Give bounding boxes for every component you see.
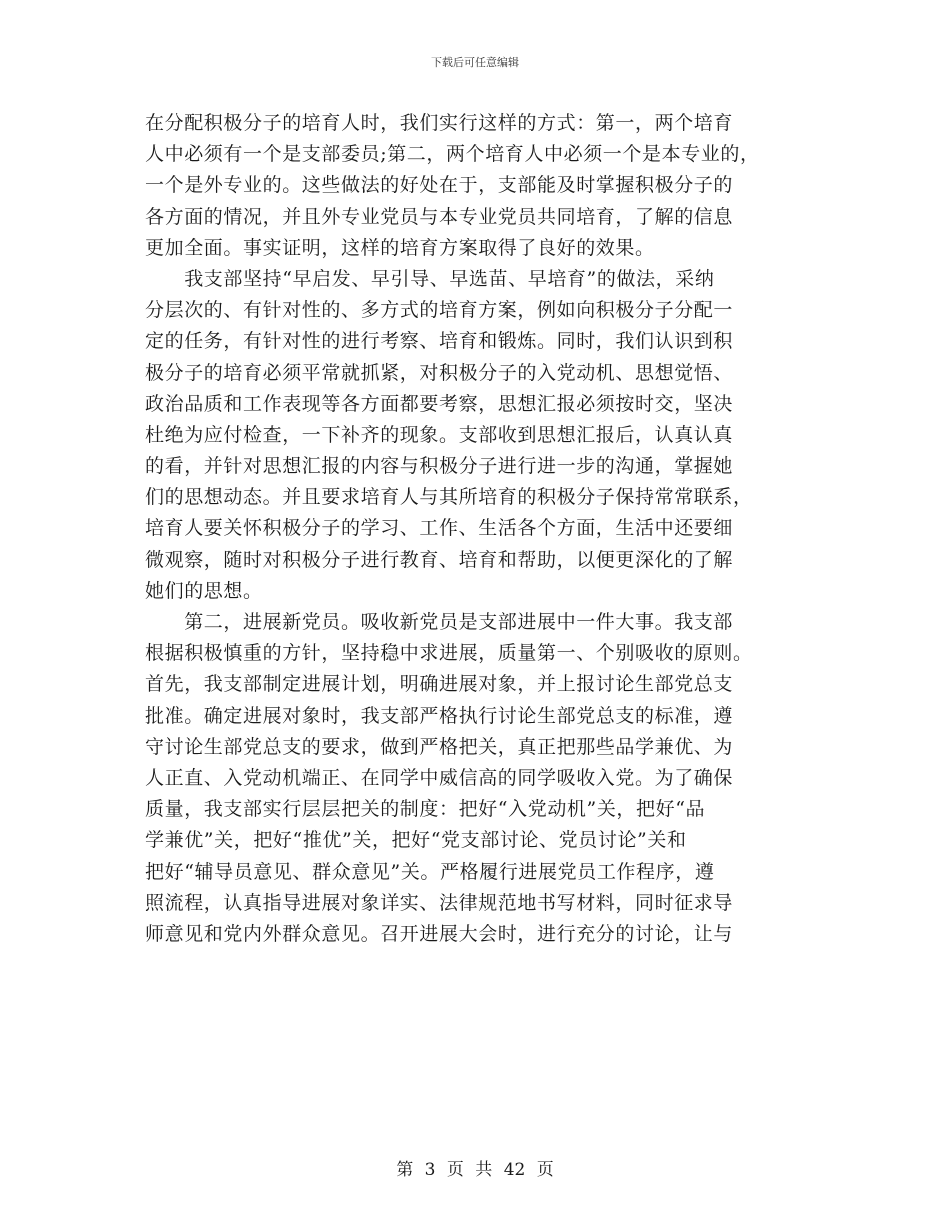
text-line: 照流程，认真指导进展对象详实、法律规范地书写材料，同时征求导: [145, 891, 734, 914]
text-line: 批准。确定进展对象时，我支部严格执行讨论生部党总支的标准，遵: [145, 704, 734, 727]
text-line: 微观察，随时对积极分子进行教育、培育和帮助，以便更深化的了解: [145, 548, 734, 571]
text-line: 在分配积极分子的培育人时，我们实行这样的方式：第一，两个培育: [145, 112, 734, 134]
text-line: 们的思想动态。并且要求培育人与其所培育的积极分子保持常常联系，: [145, 486, 753, 509]
text-line: 人中必须有一个是支部委员;第二，两个培育人中必须一个是本专业的，: [145, 143, 760, 166]
text-line: 根据积极慎重的方针，坚持稳中求进展，质量第一、个别吸收的原则。: [145, 642, 753, 665]
text-line: 一个是外专业的。这些做法的好处在于，支部能及时掌握积极分子的: [145, 174, 734, 197]
text-line: 定的任务，有针对性的进行考察、培育和锻炼。同时，我们认识到积: [145, 330, 734, 353]
text-line: 我支部坚持“早启发、早引导、早选苗、早培育”的做法，采纳: [145, 267, 715, 290]
text-line: 守讨论生部党总支的要求，做到严格把关，真正把那些品学兼优、为: [145, 735, 734, 758]
text-line: 首先，我支部制定进展计划，明确进展对象，并上报讨论生部党总支: [145, 673, 734, 696]
text-line: 各方面的情况，并且外专业党员与本专业党员共同培育，了解的信息: [145, 205, 734, 228]
text-line: 把好“辅导员意见、群众意见”关。严格履行进展党员工作程序，遵: [145, 860, 715, 883]
text-line: 培育人要关怀积极分子的学习、工作、生活各个方面，生活中还要细: [145, 517, 734, 540]
page-header: 下载后可任意编辑: [431, 56, 519, 69]
page-footer: 第 3 页 共 42 页: [396, 1160, 554, 1180]
text-line: 政治品质和工作表现等各方面都要考察，思想汇报必须按时交，坚决: [145, 392, 734, 415]
text-line: 的看，并针对思想汇报的内容与积极分子进行进一步的沟通，掌握她: [145, 455, 734, 478]
text-line: 第二，进展新党员。吸收新党员是支部进展中一件大事。我支部: [145, 611, 734, 633]
text-line: 极分子的培育必须平常就抓紧，对积极分子的入党动机、思想觉悟、: [145, 361, 734, 384]
text-line: 分层次的、有针对性的、多方式的培育方案，例如向积极分子分配一: [145, 299, 734, 322]
text-line: 更加全面。事实证明，这样的培育方案取得了良好的效果。: [145, 236, 655, 259]
document-body: [145, 108, 805, 950]
text-line: 她们的思想。: [145, 579, 263, 602]
text-line: 师意见和党内外群众意见。召开进展大会时，进行充分的讨论，让与: [145, 922, 734, 945]
text-line: 质量，我支部实行层层把关的制度：把好“入党动机”关，把好“品: [145, 798, 706, 821]
text-line: 人正直、入党动机端正、在同学中威信高的同学吸收入党。为了确保: [145, 766, 734, 789]
text-line: 学兼优”关，把好“推优”关，把好“党支部讨论、党员讨论”关和: [145, 829, 687, 852]
text-line: 杜绝为应付检查，一下补齐的现象。支部收到思想汇报后，认真认真: [145, 423, 734, 446]
